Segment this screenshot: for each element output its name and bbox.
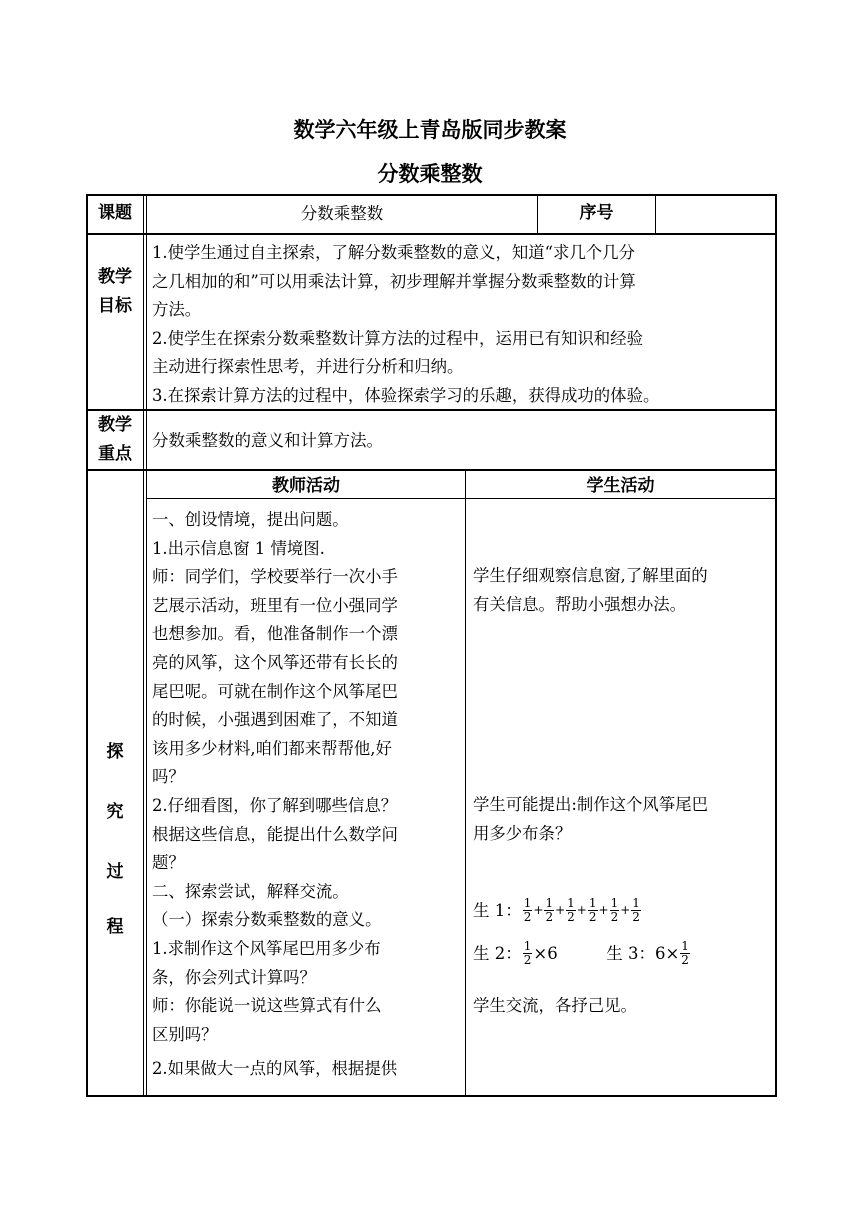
fraction-denominator: 2	[588, 910, 597, 924]
teacher-line: 1.求制作这个风筝尾巴用多少布	[152, 938, 381, 958]
student-2-label: 生 2：	[473, 944, 522, 963]
teacher-line: （一）探索分数乘整数的意义。	[152, 910, 382, 930]
fraction-term	[610, 897, 620, 924]
fraction-numerator: 1	[523, 896, 532, 910]
student-observation	[473, 562, 775, 619]
process-label-char: 探	[106, 742, 124, 762]
fraction-term	[544, 897, 554, 924]
student-line: 用多少布条？	[473, 823, 572, 843]
process-label-char: 究	[106, 802, 124, 822]
teacher-line: 尾巴呢。可就在制作这个风筝尾巴	[152, 681, 398, 701]
process-column-divider	[465, 470, 466, 1097]
goals-line: 方法。	[152, 300, 202, 319]
table-border-bottom	[86, 1095, 777, 1097]
process-label-char: 程	[106, 917, 124, 937]
teacher-activity-text	[152, 506, 464, 1084]
fraction-denominator: 2	[610, 910, 619, 924]
label-divider	[143, 194, 144, 1097]
plus-sign: +	[576, 903, 587, 917]
fraction-denominator: 2	[523, 910, 532, 924]
teacher-line: 艺展示活动，班里有一位小强同学	[152, 595, 398, 615]
teacher-line: 的时候，小强遇到困难了，不知道	[152, 710, 398, 730]
teacher-line: 亮的风筝，这个风筝还带有长长的	[152, 652, 398, 672]
teacher-line: 2.仔细看图，你了解到哪些信息？	[152, 795, 398, 815]
teacher-line: 条，你会列式计算吗？	[152, 967, 316, 987]
goals-line: 1.使学生通过自主探索，了解分数乘整数的意义，知道“求几个几分	[152, 243, 635, 262]
teacher-line: 根据这些信息，能提出什么数学问	[152, 824, 398, 844]
student-2-3-formulas	[473, 940, 773, 967]
teacher-line: 题？	[152, 853, 185, 873]
teacher-line: 1.出示信息窗 1 情境图.	[152, 538, 325, 558]
goals-label-line1: 教学	[98, 267, 132, 287]
plus-sign: +	[533, 903, 544, 917]
fraction-numerator: 1	[567, 896, 575, 910]
goals-label	[86, 263, 144, 321]
fraction-term	[566, 897, 576, 924]
topic-divider-2	[655, 194, 656, 234]
document-title: 数学六年级上青岛版同步教案	[293, 118, 567, 142]
fraction-denominator: 2	[545, 910, 554, 924]
teacher-line: 师：你能说一说这些算式有什么	[152, 996, 382, 1016]
teacher-line: 2.如果做大一点的风筝，根据提供	[152, 1059, 398, 1079]
student-1-sum	[522, 896, 642, 924]
document-subtitle: 分数乘整数	[377, 162, 483, 186]
index-label: 序号	[579, 203, 614, 223]
fraction-denominator: 2	[523, 953, 532, 967]
student-share: 学生交流，各抒己见。	[473, 996, 637, 1015]
goals-line: 3.在探索计算方法的过程中，体验探索学习的乐趣，获得成功的体验。	[152, 385, 660, 405]
fraction-numerator: 1	[523, 939, 532, 953]
student-activity-header: 学生活动	[586, 476, 655, 496]
focus-label-line1: 教学	[98, 415, 132, 435]
process-label-char: 过	[106, 862, 124, 882]
plus-sign: +	[555, 903, 566, 917]
fraction-denominator: 2	[632, 910, 640, 924]
focus-value: 分数乘整数的意义和计算方法。	[152, 431, 383, 450]
teacher-activity-header: 教师活动	[272, 476, 340, 496]
fraction-numerator: 1	[588, 896, 597, 910]
row-divider-3	[86, 469, 777, 471]
student-line: 有关信息。帮助小强想办法。	[473, 594, 687, 614]
student-2-fraction	[523, 940, 533, 967]
teacher-line: 师：同学们，学校要举行一次小手	[152, 567, 398, 587]
fraction-denominator: 2	[681, 953, 689, 967]
student-line: 学生可能提出:制作这个风筝尾巴	[473, 795, 708, 814]
student-3-fraction	[680, 940, 690, 967]
goals-text	[152, 239, 776, 410]
student-3-label: 生 3：6×	[606, 944, 680, 963]
topic-value: 分数乘整数	[300, 204, 384, 223]
topic-label: 课题	[98, 203, 132, 223]
focus-label-line2: 重点	[98, 444, 132, 464]
fraction-numerator: 1	[681, 939, 689, 953]
teacher-line: 吗？	[152, 767, 185, 787]
table-border-left	[86, 194, 88, 1097]
fraction-term	[588, 897, 598, 924]
teacher-line: 二、探索尝试，解释交流。	[152, 881, 349, 901]
teacher-line: 也想参加。看，他准备制作一个漂	[152, 624, 398, 644]
fraction-numerator: 1	[545, 896, 554, 910]
teacher-line: 该用多少材料,咱们都来帮帮他,好	[152, 738, 392, 758]
teacher-line: 区别吗？	[152, 1024, 218, 1044]
student-question	[473, 791, 775, 848]
label-divider-inner	[146, 194, 147, 1097]
table-border-top	[86, 194, 777, 196]
fraction-term	[631, 897, 641, 924]
plus-sign: +	[598, 903, 609, 917]
goals-label-line2: 目标	[98, 296, 132, 316]
fraction-numerator: 1	[610, 896, 619, 910]
lesson-plan-table	[86, 194, 777, 1097]
plus-sign: +	[620, 903, 631, 917]
student-1-label: 生 1：	[473, 901, 522, 920]
fraction-denominator: 2	[567, 910, 575, 924]
goals-line: 主动进行探索性思考，并进行分析和归纳。	[152, 357, 464, 376]
focus-label	[86, 411, 144, 469]
goals-line: 2.使学生在探索分数乘整数计算方法的过程中，运用已有知识和经验	[152, 328, 643, 348]
fraction-term	[523, 897, 533, 924]
student-2-multiplier: ×6	[533, 944, 558, 963]
row-divider-1	[86, 233, 777, 235]
student-line: 学生仔细观察信息窗,了解里面的	[473, 566, 708, 585]
goals-line: 之几相加的和”可以用乘法计算，初步理解并掌握分数乘整数的计算	[152, 271, 636, 291]
fraction-numerator: 1	[632, 896, 640, 910]
teacher-line: 一、创设情境，提出问题。	[152, 510, 349, 529]
student-1-formula	[473, 897, 773, 924]
